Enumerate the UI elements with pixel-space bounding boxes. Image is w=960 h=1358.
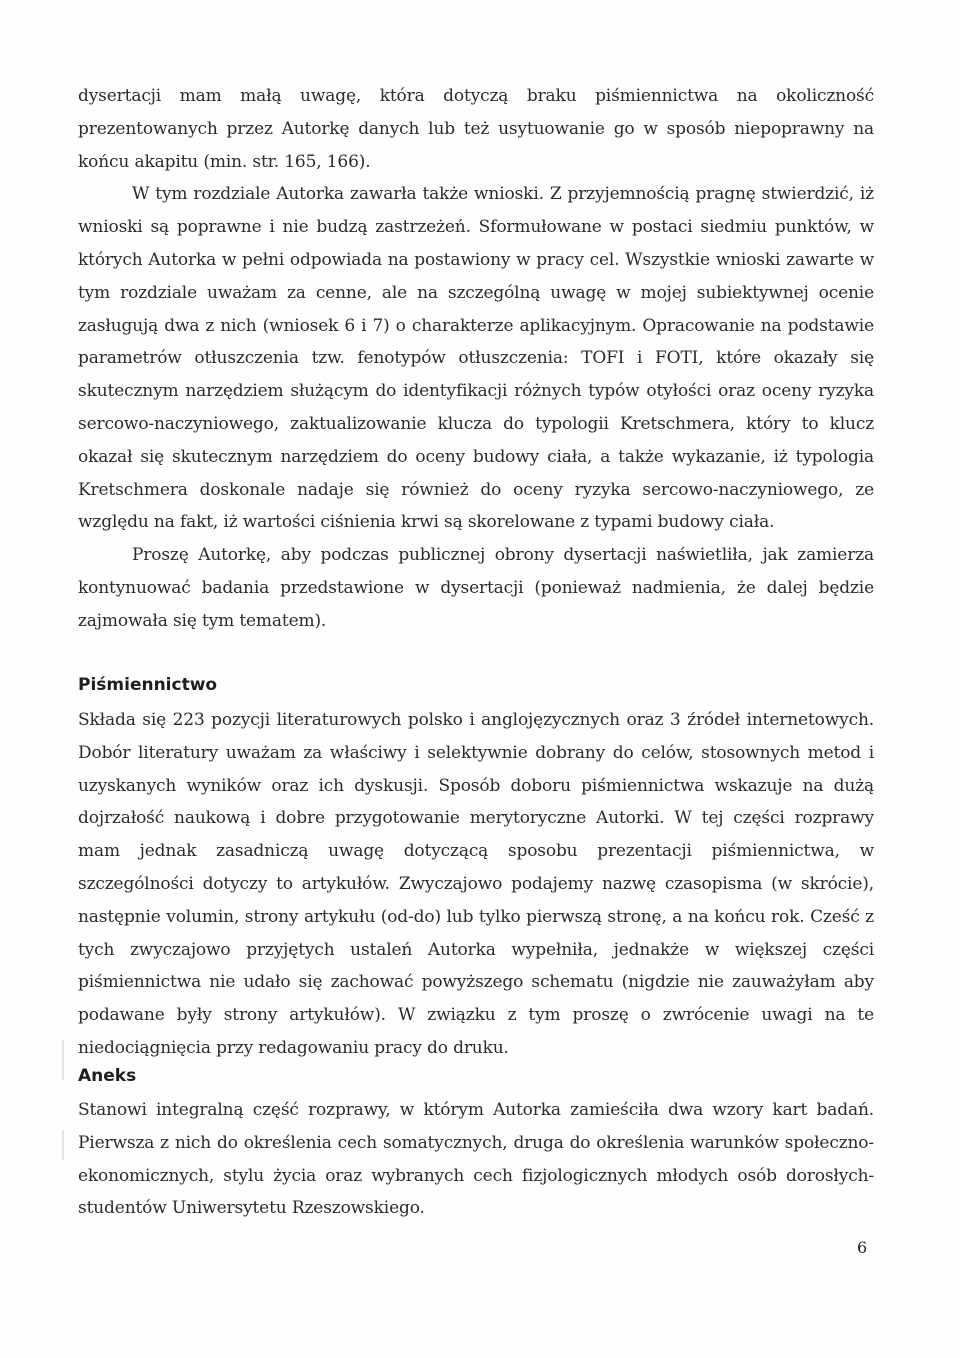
- paragraph-request: Proszę Autorkę, aby podczas publicznej obrony dysertacji naświetliła, jak zamierza kontynuować badania przedstawione w dysertacji (ponieważ nadmienia, że dalej będzie zajmowała się tym tematem).: [78, 545, 874, 631]
- scan-smudge: [62, 1130, 64, 1160]
- annex-section: [78, 1094, 874, 1225]
- scan-smudge: [62, 1040, 64, 1080]
- paragraph-continuation: dysertacji mam małą uwagę, która dotyczą braku piśmiennictwa na okoliczność prezentowanych przez Autorkę danych lub też usytuowanie go w sposób niepoprawny na końcu akapitu (min. str. 165, 166).: [78, 86, 874, 172]
- paragraph-bibliography: Składa się 223 pozycji literaturowych polsko i anglojęzycznych oraz 3 źródeł internetowych. Dobór literatury uważam za właściwy i selektywnie dobrany do celów, stosownych metod i uzyskanych wyników oraz ich dyskusji. Sposób doboru piśmiennictwa wskazuje na dużą dojrzałość naukową i dobre przygotowanie merytoryczne Autorki. W tej części rozprawy mam jednak zasadniczą uwagę dotyczącą sposobu prezentacji piśmiennictwa, w szczególności dotyczy to artykułów. Zwyczajowo podajemy nazwę czasopisma (w skrócie), następnie volumin, strony artykułu (od-do) lub tylko pierwszą stronę, a na końcu rok. Cześć z tych zwyczajowo przyjętych ustaleń Autorka wypełniła, jednakże w większej części piśmiennictwa nie udało się zachować powyższego schematu (nigdzie nie zauważyłam aby podawane były strony artykułów). W związku z tym proszę o zwrócenie uwagi na te niedociągnięcia przy redagowaniu pracy do druku.: [78, 710, 874, 1058]
- paragraph-annex: Stanowi integralną część rozprawy, w którym Autorka zamieściła dwa wzory kart badań. Pierwsza z nich do określenia cech somatycznych, druga do określenia warunków społeczno-ekonomicznych, stylu życia oraz wybranych cech fizjologicznych młodych osób dorosłych-studentów Uniwersytetu Rzeszowskiego.: [78, 1100, 874, 1219]
- section-heading-annex: Aneks: [78, 1066, 137, 1086]
- section-heading-bibliography: Piśmiennictwo: [78, 675, 218, 695]
- page-number: 6: [857, 1238, 868, 1257]
- paragraph-conclusions: W tym rozdziale Autorka zawarła także wnioski. Z przyjemnością pragnę stwierdzić, iż wnioski są poprawne i nie budzą zastrzeżeń. Sformułowane w postaci siedmiu punktów, w których Autorka w pełni odpowiada na postawiony w pracy cel. Wszystkie wnioski zawarte w tym rozdziale uważam za cenne, ale na szczególną uwagę w mojej subiektywnej ocenie zasługują dwa z nich (wniosek 6 i 7) o charakterze aplikacyjnym. Opracowanie na podstawie parametrów otłuszczenia tzw. fenotypów otłuszczenia: TOFI i FOTI, które okazały się skutecznym narzędziem służącym do identyfikacji różnych typów otyłości oraz oceny ryzyka sercowo-naczyniowego, zaktualizowanie klucza do typologii Kretschmera, który to klucz okazał się skutecznym narzędziem do oceny budowy ciała, a także wykazanie, iż typologia Kretschmera doskonale nadaje się również do oceny ryzyka sercowo-naczyniowego, ze względu na fakt, iż wartości ciśnienia krwi są skorelowane z typami budowy ciała.: [78, 184, 874, 533]
- bibliography-section: [78, 704, 874, 1065]
- conclusions-section: [78, 80, 874, 638]
